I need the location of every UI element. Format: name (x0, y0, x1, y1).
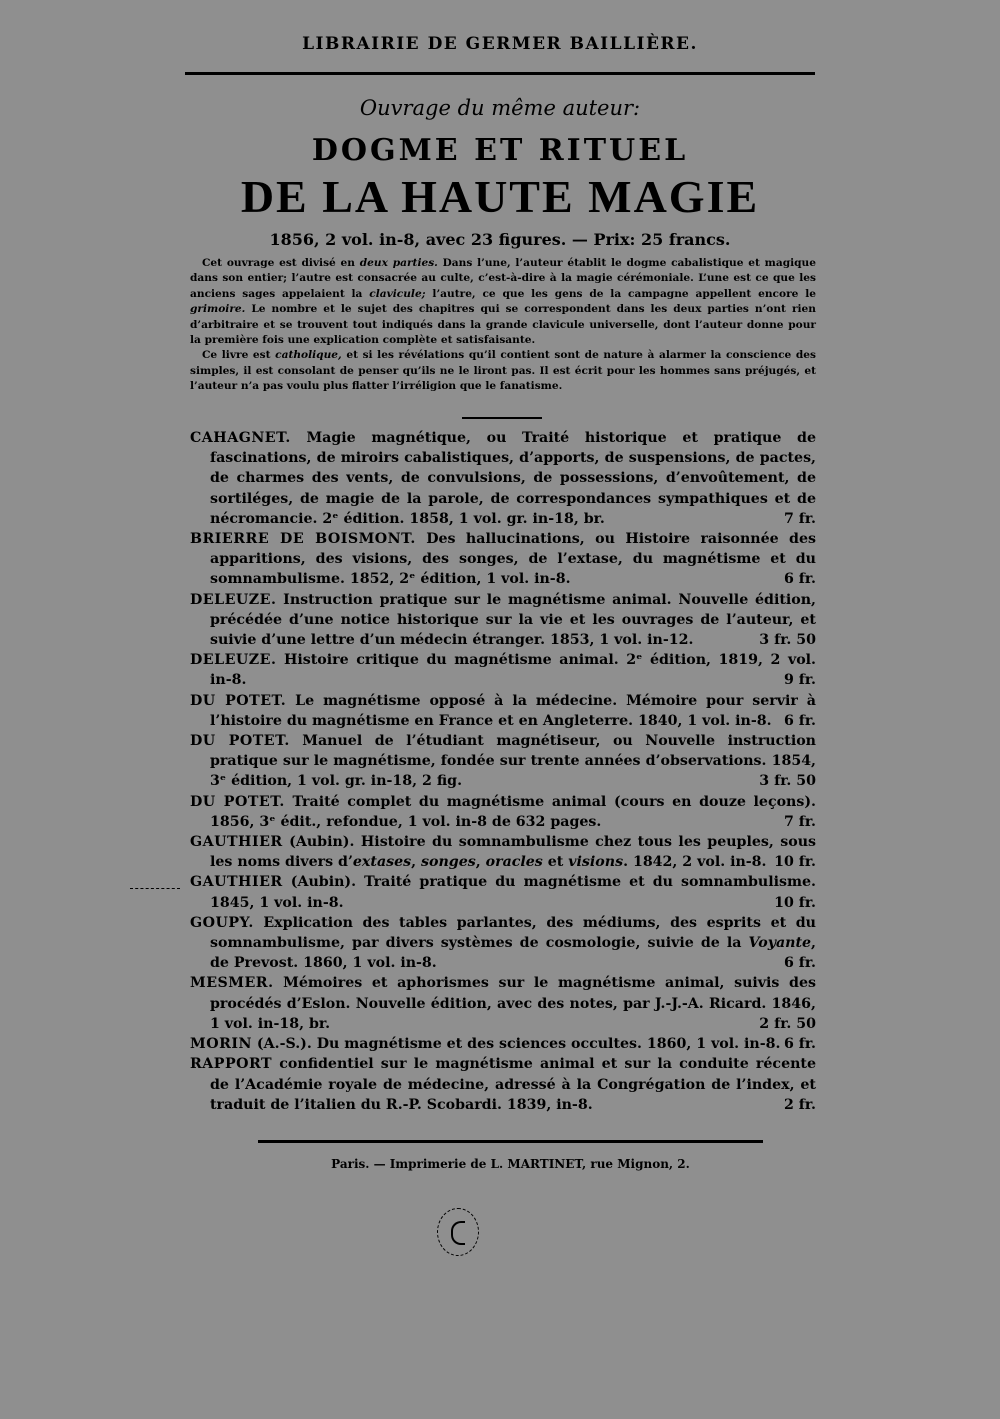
price: 7 fr. (783, 813, 816, 830)
catalog-entry: CAHAGNET. Magie magnétique, ou Traité historique et pratique de fascinations, de miroirs cabalistiques, d’apports, de suspensions, de pactes, de charmes des vents, de convulsions, de possessions, d’envoûtement, de sortiléges, de magie de la parole, de correspondances sympathiques et de nécromancie. 2ᵉ édition. 1858, 1 vol. gr. in-18, br. 7 fr. (190, 428, 816, 529)
price: 2 fr. 50 (759, 1015, 816, 1032)
price: 10 fr. (774, 854, 816, 871)
price: 3 fr. 50 (759, 632, 816, 649)
price: 2 fr. (783, 1096, 816, 1113)
catalog-entry: DELEUZE. Instruction pratique sur le magnétisme animal. Nouvelle édition, précédée d’une notice historique sur la vie et les ouvrages de l’auteur, et suivie d’une lettre d’un médecin étranger. 1853, 1 vol. in-12. 3 fr. 50 (190, 590, 816, 651)
printer-imprint: Paris. — Imprimerie de L. MARTINET, rue Mignon, 2. (331, 1157, 690, 1171)
catalog-entry: MESMER. Mémoires et aphorismes sur le magnétisme animal, suivis des procédés d’Eslon. Nouvelle édition, avec des notes, par J.-J.-A. Ricard. 1846, 1 vol. in-18, br. 2 fr. 50 (190, 973, 816, 1034)
catalog-entry: RAPPORT confidentiel sur le magnétisme animal et sur la conduite récente de l’Académie royale de médecine, adressé à la Congrégation de l’index, et traduit de l’italien du R.-P. Scobardi. 1839, in-8. 2 fr. (190, 1054, 816, 1115)
price: 7 fr. (783, 510, 816, 527)
price: 10 fr. (774, 894, 816, 911)
price: 6 fr. (783, 1036, 816, 1053)
catalog-entry: DU POTET. Le magnétisme opposé à la médecine. Mémoire pour servir à l’histoire du magnétisme en France et en Angleterre. 1840, 1 vol. in-8. 6 fr. (190, 691, 816, 731)
catalog-entry: GOUPY. Explication des tables parlantes, des médiums, des esprits et du somnambulisme, par divers systèmes de cosmologie, suivie de la Voyante, de Prevost. 1860, 1 vol. in-8. 6 fr. (190, 913, 816, 974)
catalog-entry: DU POTET. Traité complet du magnétisme animal (cours en douze leçons). 1856, 3ᵉ édit., refondue, 1 vol. in-8 de 632 pages. 7 fr. (190, 792, 816, 832)
catalog-entry: GAUTHIER (Aubin). Histoire du somnambulisme chez tous les peuples, sous les noms divers d’extases, songes, oracles et visions. 1842, 2 vol. in-8. 10 fr. (190, 832, 816, 872)
price: 6 fr. (783, 955, 816, 972)
library-stamp-icon (437, 1208, 479, 1256)
price: 6 fr. (783, 571, 816, 588)
price: 3 fr. 50 (759, 773, 816, 790)
catalog-entry: DELEUZE. Histoire critique du magnétisme animal. 2ᵉ édition, 1819, 2 vol. in-8. 9 fr. (190, 650, 816, 690)
catalog-entry: MORIN (A.-S.). Du magnétisme et des sciences occultes. 1860, 1 vol. in-8. 6 fr. (190, 1034, 816, 1054)
subtitle: Ouvrage du même auteur: (359, 96, 641, 120)
description-paragraph-1: Cet ouvrage est divisé en deux parties. Dans l’une, l’auteur établit le dogme cabalistique et magique dans son entier; l’autre est consacrée au culte, c’est-à-dire à la magie cérémoniale. L’une est ce que les anciens sages appelaient la clavicule; l’autre, ce que les gens de la campagne appellent encore le grimoire. Le nombre et le sujet des chapitres qui se correspondent dans les deux parties n’ont rien d’arbitraire et se trouvent tout indiqués dans la grande clavicule universelle, dont l’auteur donne pour la première fois une explication complète et satisfaisante. (190, 257, 816, 347)
catalog-entry: BRIERRE DE BOISMONT. Des hallucinations, ou Histoire raisonnée des apparitions, des visions, des songes, de l’extase, du magnétisme et du somnambulisme. 1852, 2ᵉ édition, 1 vol. in-8. 6 fr. (190, 529, 816, 590)
price: 9 fr. (783, 672, 816, 689)
publication-info: 1856, 2 vol. in-8, avec 23 figures. — Prix: 25 francs. (269, 230, 731, 249)
top-rule (185, 72, 815, 75)
description-paragraph-2: Ce livre est catholique, et si les révélations qu’il contient sont de nature à alarmer la conscience des simples, il est consolant de penser qu’ils ne le liront pas. Il est écrit pour les hommes sans préjugés, et l’auteur n’a pas voulu plus flatter l’irréligion que le fanatisme. (190, 349, 816, 393)
section-divider (462, 417, 542, 419)
bottom-rule (258, 1140, 763, 1143)
catalog-list (190, 428, 816, 1115)
catalog-entry: DU POTET. Manuel de l’étudiant magnétiseur, ou Nouvelle instruction pratique sur le magnétisme, fondée sur trente années d’observations. 1854, 3ᵉ édition, 1 vol. gr. in-18, 2 fig. 3 fr. 50 (190, 731, 816, 792)
title-line-2: DE LA HAUTE MAGIE (240, 171, 760, 222)
book-description (190, 256, 816, 395)
title-line-1: DOGME ET RITUEL (311, 133, 689, 168)
catalog-entry: GAUTHIER (Aubin). Traité pratique du magnétisme et du somnambulisme. 1845, 1 vol. in-8. 10 fr. (190, 872, 816, 912)
publisher-header: LIBRAIRIE DE GERMER BAILLIÈRE. (302, 34, 698, 54)
price: 6 fr. (783, 712, 816, 729)
margin-mark (130, 888, 180, 889)
